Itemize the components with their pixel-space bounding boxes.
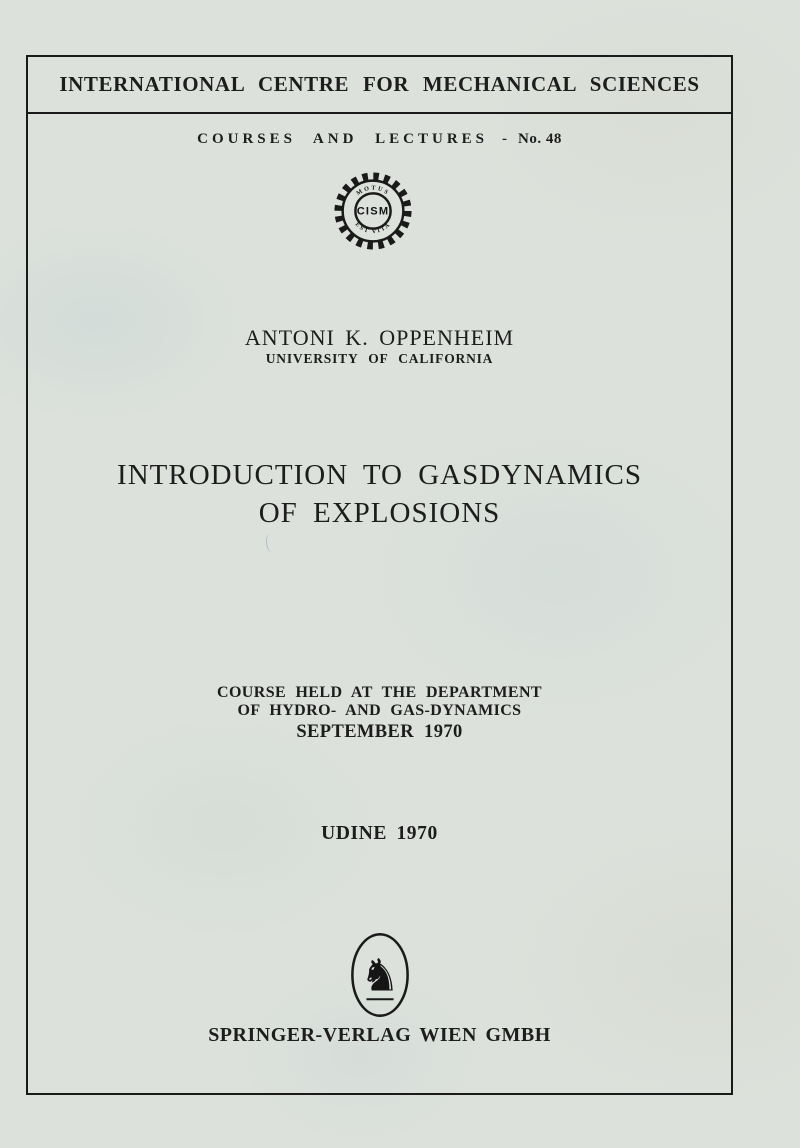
series-number: No. 48 bbox=[518, 131, 562, 147]
cism-gear-seal-icon bbox=[332, 170, 414, 252]
cism-motto-bottom: EST VITA bbox=[353, 221, 392, 236]
cover-border-frame bbox=[26, 55, 733, 1095]
course-info bbox=[28, 684, 731, 741]
series-label: COURSES AND LECTURES bbox=[197, 131, 489, 147]
cism-motto-top: MOTUS bbox=[355, 185, 390, 198]
author-affiliation: UNIVERSITY OF CALIFORNIA bbox=[265, 351, 494, 366]
cism-acronym: CISM bbox=[356, 205, 389, 218]
institution-header-box bbox=[28, 57, 731, 114]
institution-name: INTERNATIONAL CENTRE FOR MECHANICAL SCIENCES bbox=[59, 72, 700, 96]
scan-pencil-artifact bbox=[265, 534, 275, 553]
cover-content bbox=[28, 57, 731, 1093]
author-name: ANTONI K. OPPENHEIM bbox=[244, 325, 515, 350]
publisher-name: SPRINGER-VERLAG WIEN GMBH bbox=[208, 1024, 551, 1046]
series-separator: - bbox=[502, 131, 508, 147]
springer-knight-glyph: ♞ bbox=[359, 949, 400, 1002]
publication-location: UDINE 1970 bbox=[321, 823, 438, 844]
book-title-line2: OF EXPLOSIONS bbox=[258, 497, 501, 529]
book-title-line1: INTRODUCTION TO GASDYNAMICS bbox=[117, 459, 642, 491]
course-info-date: SEPTEMBER 1970 bbox=[296, 722, 463, 742]
course-info-line1: COURSE HELD AT THE DEPARTMENT bbox=[216, 684, 543, 701]
book-title bbox=[28, 456, 731, 532]
springer-horse-logo-icon bbox=[349, 931, 411, 1019]
course-info-line2: OF HYDRO- AND GAS-DYNAMICS bbox=[237, 702, 522, 719]
series-line bbox=[28, 131, 731, 148]
